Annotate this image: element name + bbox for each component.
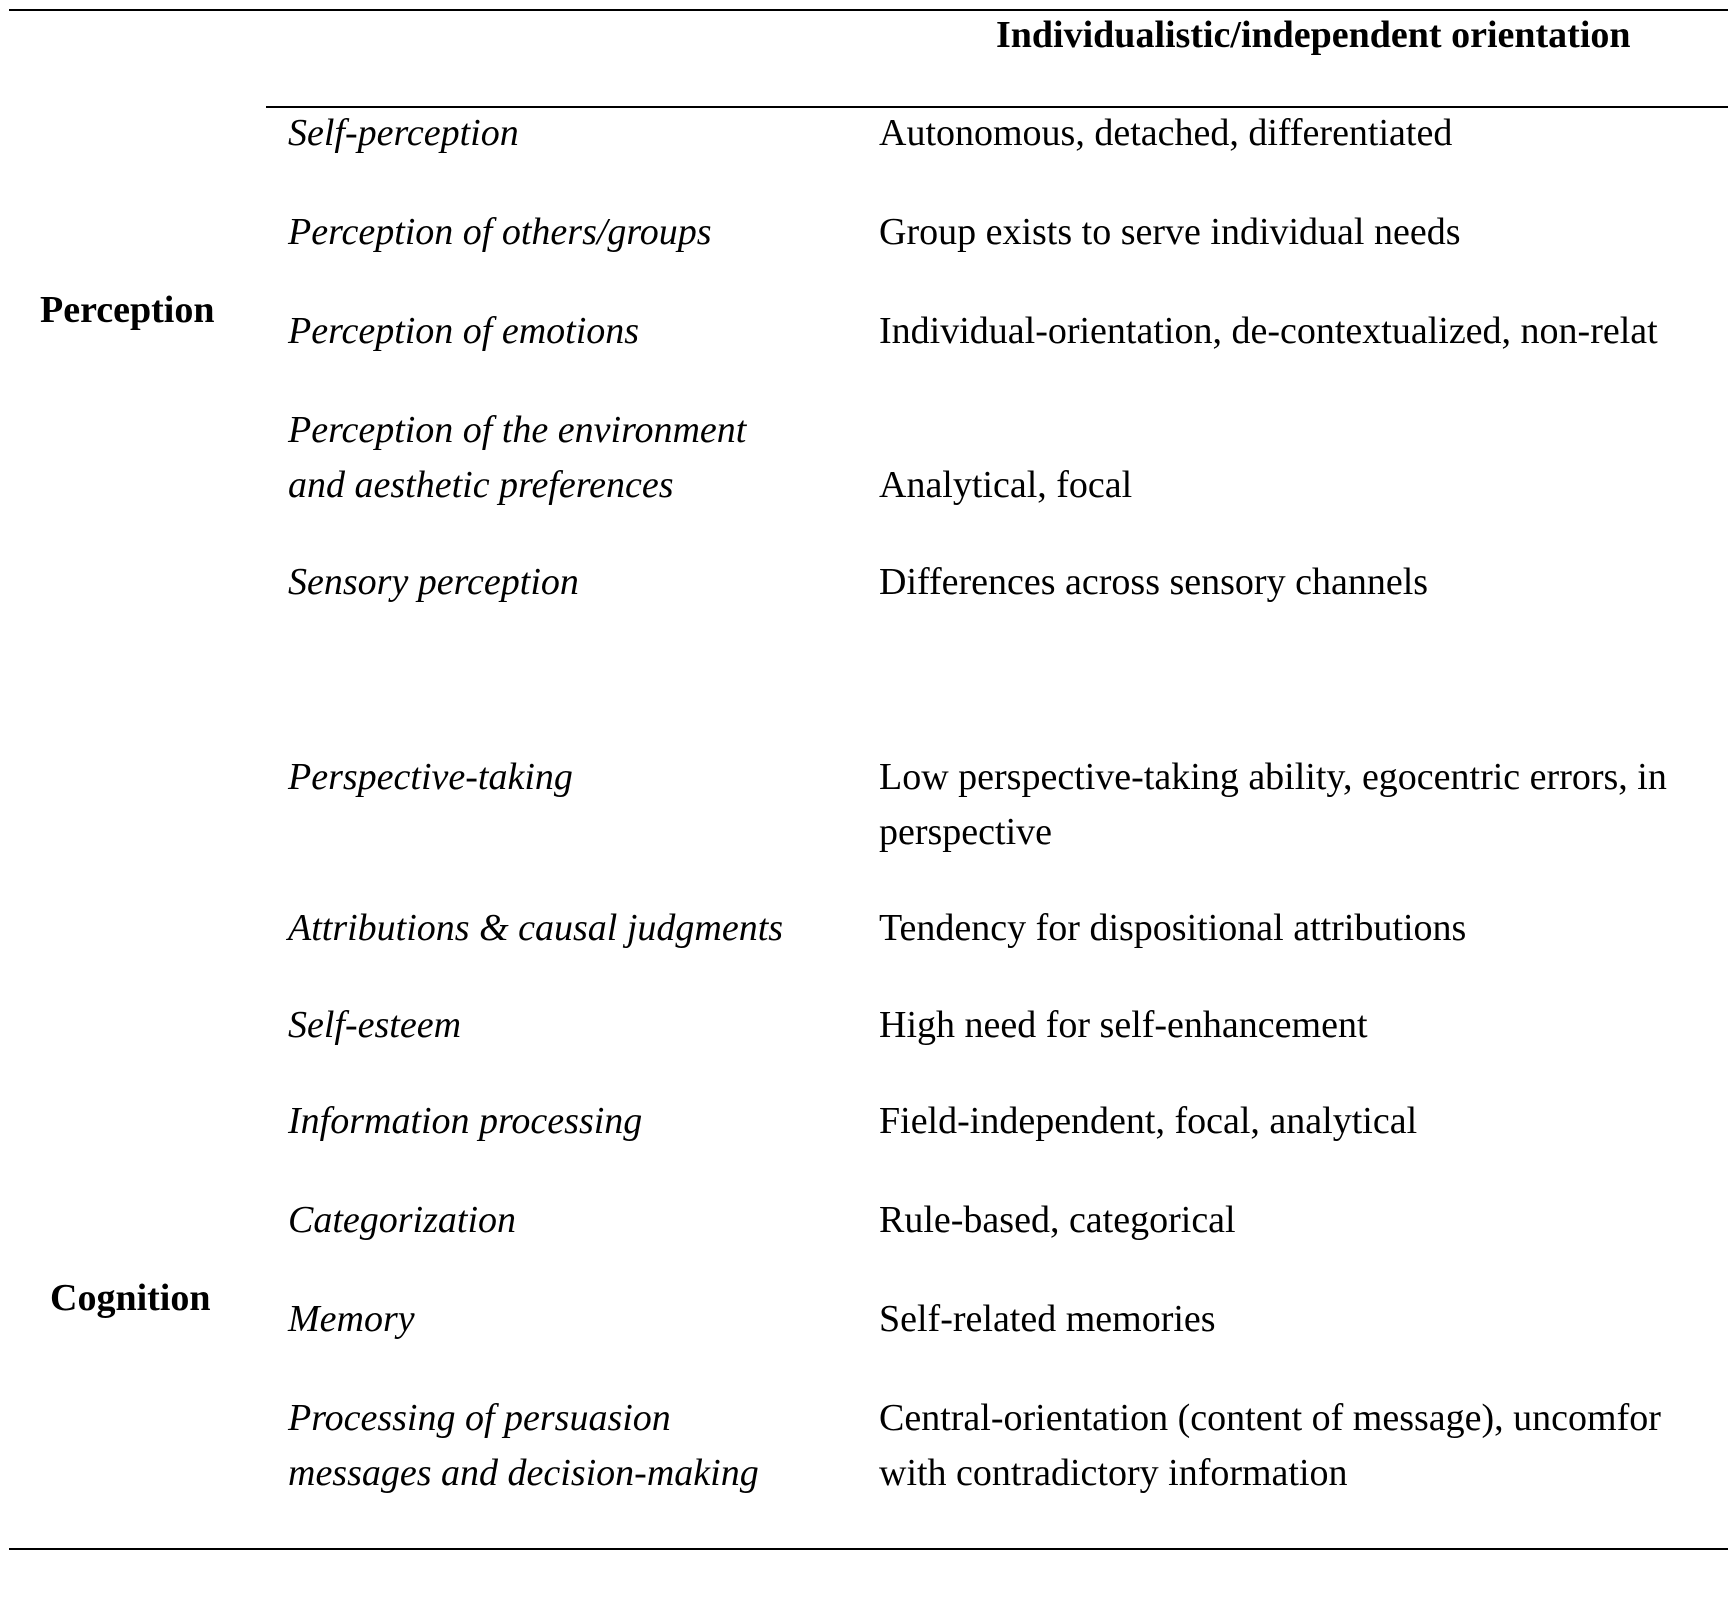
row-label-categorization: [288, 1193, 516, 1248]
row-label-line: Self-perception: [288, 112, 519, 154]
row-label-perception-of-others: [288, 205, 712, 260]
row-value-line: Central-orientation (content of message), uncomfor: [879, 1397, 1661, 1439]
row-value-line: Individual-orientation, de-contextualized, non-relat: [879, 310, 1658, 352]
row-value-perception-of-others: [879, 205, 1461, 260]
row-value-line: with contradictory information: [879, 1452, 1348, 1494]
row-label-information-processing: [288, 1094, 642, 1149]
row-value-line: Field-independent, focal, analytical: [879, 1100, 1418, 1142]
row-value-information-processing: [879, 1094, 1417, 1149]
row-label-line: Processing of persuasion: [288, 1397, 671, 1439]
row-value-perception-of-emotions: [879, 304, 1658, 359]
row-label-line: Perception of the environment: [288, 409, 747, 451]
row-value-line: perspective: [879, 811, 1053, 853]
row-label-sensory-perception: [288, 555, 579, 610]
row-label-persuasion-processing: [288, 1391, 759, 1501]
row-value-line: Differences across sensory channels: [879, 561, 1429, 603]
row-label-line: Attributions & causal judgments: [288, 907, 784, 949]
row-label-attributions: [288, 901, 783, 956]
row-value-line: Group exists to serve individual needs: [879, 211, 1461, 253]
section-label-cognition: Cognition: [50, 1277, 211, 1319]
row-value-line: Tendency for dispositional attributions: [879, 907, 1467, 949]
row-value-line: Low perspective-taking ability, egocentric errors, in: [879, 756, 1667, 798]
row-value-line: High need for self-enhancement: [879, 1004, 1368, 1046]
row-value-perspective-taking: [879, 750, 1667, 860]
row-label-line: messages and decision-making: [288, 1452, 759, 1494]
row-value-self-perception: [879, 106, 1452, 161]
row-label-line: Perception of others/groups: [288, 211, 712, 253]
row-value-line: Autonomous, detached, differentiated: [879, 112, 1453, 154]
row-value-sensory-perception: [879, 555, 1428, 610]
row-label-line: Memory: [288, 1298, 415, 1340]
table-bottom-rule: [9, 1548, 1728, 1550]
row-value-persuasion-processing: [879, 1391, 1661, 1501]
table-top-rule: [9, 9, 1728, 11]
row-value-line: Self-related memories: [879, 1298, 1216, 1340]
row-label-self-perception: [288, 106, 519, 161]
row-value-memory: [879, 1292, 1216, 1347]
row-label-perspective-taking: [288, 750, 573, 805]
row-label-perception-of-emotions: [288, 304, 639, 359]
row-value-self-esteem: [879, 998, 1368, 1053]
column-header-individualistic: Individualistic/independent orientation: [996, 14, 1631, 56]
row-value-perception-of-environment: [879, 458, 1132, 513]
row-label-line: and aesthetic preferences: [288, 464, 674, 506]
row-label-line: Self-esteem: [288, 1004, 462, 1046]
row-label-perception-of-environment: [288, 403, 746, 513]
row-value-line: Analytical, focal: [879, 464, 1133, 506]
row-label-line: Perspective-taking: [288, 756, 573, 798]
row-value-categorization: [879, 1193, 1236, 1248]
row-label-line: Perception of emotions: [288, 310, 640, 352]
section-label-perception: Perception: [40, 289, 215, 331]
row-label-line: Information processing: [288, 1100, 643, 1142]
row-label-line: Sensory perception: [288, 561, 579, 603]
row-label-memory: [288, 1292, 415, 1347]
row-value-attributions: [879, 901, 1466, 956]
row-value-line: Rule-based, categorical: [879, 1199, 1236, 1241]
row-label-line: Categorization: [288, 1199, 517, 1241]
row-label-self-esteem: [288, 998, 461, 1053]
